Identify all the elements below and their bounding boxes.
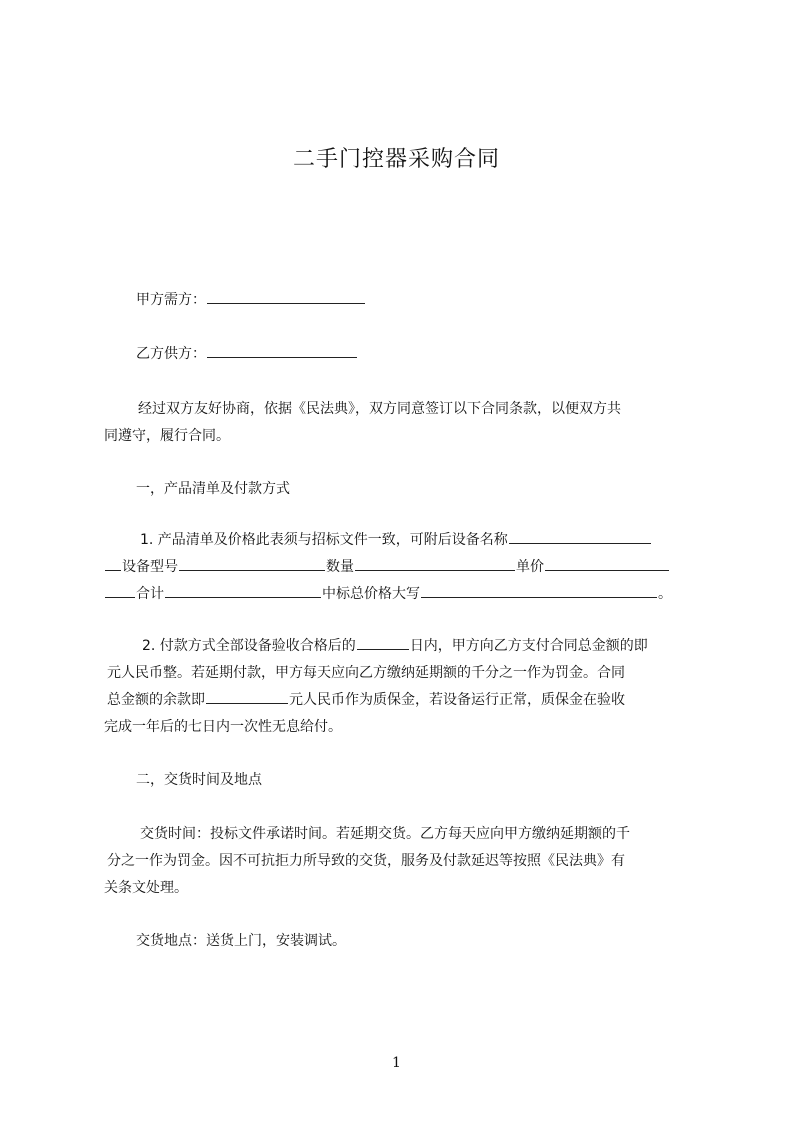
item-1-line-3	[104, 581, 700, 608]
equipment-name-blank[interactable]	[509, 529, 651, 544]
quantity-blank[interactable]	[355, 556, 515, 571]
section-1-heading-line	[104, 475, 700, 503]
warranty-text: 总金额的余款即	[107, 692, 205, 708]
item-1-paragraph	[104, 527, 700, 608]
intro-paragraph	[104, 396, 700, 450]
intro-line-2: 同遵守，履行合同。	[104, 428, 230, 444]
equipment-name-blank-cont[interactable]	[105, 556, 121, 571]
model-label: 设备型号	[122, 559, 178, 575]
item-1-end: 。	[658, 586, 672, 602]
party-a-label: 甲方需方：	[136, 292, 206, 308]
model-blank[interactable]	[179, 556, 325, 571]
item-1-text: 1. 产品清单及价格此表须与招标文件一致，可附后设备名称	[140, 532, 508, 548]
item-2-line-4: 完成一年后的七日内一次性无息给付。	[104, 719, 342, 735]
warranty-post: 元人民币作为质保金，若设备运行正常，质保金在验收	[289, 692, 625, 708]
party-a-line	[104, 286, 700, 314]
delivery-place: 交货地点：送货上门，安装调试。	[136, 933, 346, 949]
total-label: 合计	[136, 586, 164, 602]
item-2-line-2: 元人民币整。若延期付款，甲方每天应向乙方缴纳延期额的千分之一作为罚金。合同	[107, 665, 625, 681]
unit-price-blank[interactable]	[545, 556, 669, 571]
item-2-line-1	[104, 633, 700, 660]
party-b-blank[interactable]	[207, 343, 357, 358]
total-blank[interactable]	[165, 583, 321, 598]
delivery-place-line	[104, 927, 700, 955]
item-1-line-2	[104, 554, 700, 581]
delivery-time-paragraph	[104, 821, 700, 902]
item-2-line-3	[104, 687, 700, 714]
party-b-label: 乙方供方：	[136, 346, 206, 362]
party-b-line	[104, 340, 700, 368]
delivery-time-line-1: 交货时间：投标文件承诺时间。若延期交货。乙方每天应向甲方缴纳延期额的千	[140, 826, 630, 842]
quantity-label: 数量	[326, 559, 354, 575]
unit-price-blank-cont[interactable]	[105, 583, 135, 598]
bid-total-label: 中标总价格大写	[322, 586, 420, 602]
payment-days-text: 2. 付款方式全部设备验收合格后的	[142, 638, 356, 654]
section-1-heading: 一，产品清单及付款方式	[136, 481, 290, 497]
unit-price-label: 单价	[516, 559, 544, 575]
section-2-heading: 二，交货时间及地点	[136, 772, 262, 788]
document-title: 二手门控器采购合同	[292, 147, 500, 172]
section-2-heading-line	[104, 766, 700, 794]
warranty-amount-blank[interactable]	[206, 689, 288, 704]
payment-days-post: 日内，甲方向乙方支付合同总金额的即	[409, 638, 648, 654]
bid-total-blank[interactable]	[421, 583, 657, 598]
intro-line-1: 经过双方友好协商，依据《民法典》，双方同意签订以下合同条款，以便双方共	[138, 401, 621, 417]
item-1-line-1	[104, 527, 700, 554]
page-number: 1	[392, 1055, 401, 1071]
delivery-time-line-3: 关条文处理。	[104, 880, 188, 896]
item-2-paragraph	[104, 633, 700, 741]
payment-days-blank[interactable]	[357, 635, 409, 650]
party-a-blank[interactable]	[207, 289, 365, 304]
delivery-time-line-2: 分之一作为罚金。因不可抗拒力所导致的交货，服务及付款延迟等按照《民法典》有	[107, 853, 625, 869]
